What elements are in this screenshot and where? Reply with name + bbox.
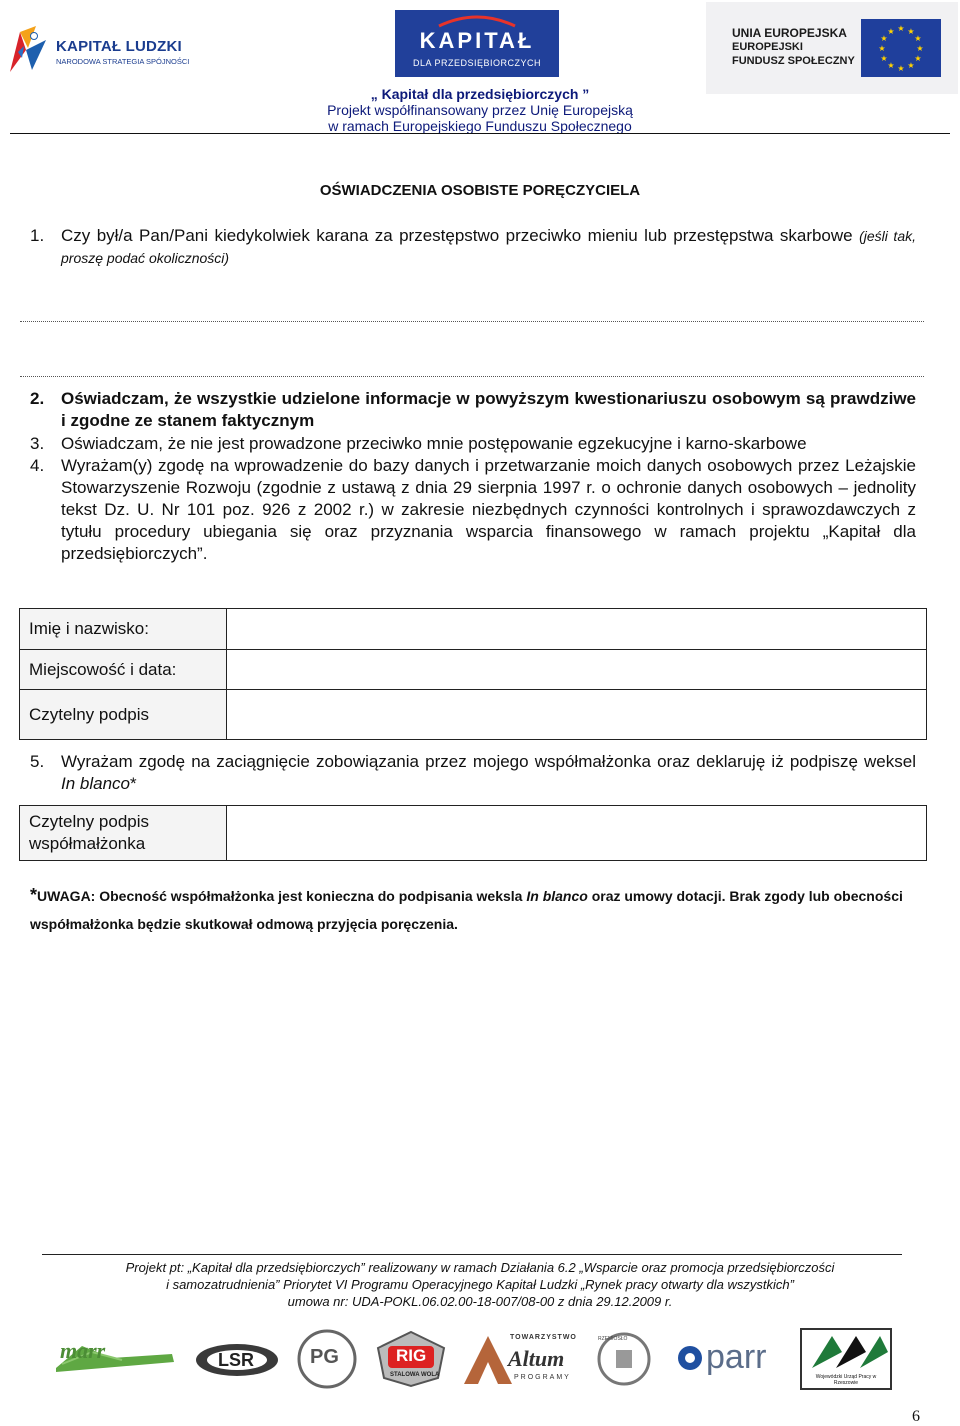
note-asterisk: * [30, 885, 38, 905]
spouse-signature-field[interactable] [227, 806, 927, 861]
footer-line-1: Projekt pt: „Kapitał dla przedsiębiorczych” realizowany w ramach Działania 6.2 „Wsparcie oraz promocja przedsiębiorczości [125, 1260, 835, 1275]
note-rest: oraz umowy dotacji. Brak zgody lub obecności współmałżonka będzie skutkował odmową przyjęcia poręczenia. [30, 888, 903, 932]
altum-subtext: PROGRAMY [514, 1374, 571, 1381]
statement-1-number: 1. [30, 226, 45, 245]
footer-divider [42, 1254, 902, 1255]
kapital-logo-subtitle: DLA PRZEDSIĘBIORCZYCH [412, 58, 542, 68]
eu-logo [706, 2, 958, 94]
kapital-dla-przedsiebiorczych-logo [395, 10, 559, 77]
marr-text: marr [60, 1338, 106, 1363]
statement-5-number: 5. [30, 752, 45, 771]
svg-text:★: ★ [887, 27, 895, 36]
header-project-info [0, 86, 960, 134]
wup-arrows-icon [802, 1330, 890, 1374]
statement-3-text: Oświadczam, że nie jest prowadzone przeciwko mnie postępowanie egzekucyjne i karno-skarbowe [61, 434, 807, 453]
statement-2-text: Oświadczam, że wszystkie udzielone informacje w powyższym kwestionariuszu osobowym są prawdziwe i zgodne ze stanem faktycznym [61, 389, 916, 430]
spouse-form-table [19, 805, 927, 861]
signature-field[interactable] [227, 690, 927, 740]
altum-text: Altum [508, 1346, 565, 1371]
statement-2 [30, 388, 916, 432]
svg-text:★: ★ [897, 64, 905, 73]
altum-logo [462, 1328, 577, 1390]
eu-line-3: FUNDUSZ SPOŁECZNY [732, 55, 855, 67]
kapital-logo-title: KAPITAŁ [419, 28, 535, 53]
statement-2-number: 2. [30, 389, 45, 408]
lsr-text: LSR [218, 1350, 254, 1370]
spouse-signature-label-line-1: Czytelny podpis [29, 812, 150, 831]
statement-4-number: 4. [30, 456, 45, 475]
statement-5-italic: In blanco [61, 774, 130, 793]
wup-logo [800, 1328, 892, 1390]
marr-logo [52, 1328, 180, 1390]
svg-text:★: ★ [887, 61, 895, 70]
personal-form-table [19, 608, 927, 740]
statement-4-text: Wyrażam(y) zgodę na wprowadzenie do bazy danych i przetwarzanie moich danych osobowych przez Leżajskie Stowarzyszenie Rozwoju (zgodnie z ustawą z dnia 29 sierpnia 1997 r. o ochronie danych osobowych – jednolity tekst Dz. U. Nr 101 poz. 926 z 2002 r.) w zakresie niezbędnych czynności kontrolnych i sprawozdawczych z tytułu procedury ubiegania się oraz przyznania wsparcia finansowego w ramach projektu „Kapitał dla przedsiębiorczych”. [61, 456, 916, 563]
name-label: Imię i nazwisko: [20, 609, 227, 650]
note-lead: UWAGA: Obecność współmałżonka jest konieczna do podpisania weksla [37, 888, 523, 904]
kapital-ludzki-logo [6, 20, 196, 80]
eu-flag-icon [861, 19, 941, 77]
kapital-ludzki-title: KAPITAŁ LUDZKI [56, 38, 182, 55]
altum-top-text: TOWARZYSTWO [510, 1334, 577, 1341]
place-date-label: Miejscowość i data: [20, 650, 227, 690]
name-field[interactable] [227, 609, 927, 650]
signature-label: Czytelny podpis [20, 690, 227, 740]
rig-logo [374, 1328, 448, 1390]
wup-text: Wojewódzki Urząd Pracy w Rzeszowie [815, 1374, 877, 1386]
svg-text:★: ★ [907, 27, 915, 36]
note-italic: In blanco [526, 888, 588, 904]
eu-line-2: EUROPEJSKI [732, 41, 803, 53]
spouse-signature-label [20, 806, 227, 861]
lsr-logo [194, 1328, 280, 1390]
rig-subtext: STALOWA WOLA [390, 1372, 440, 1378]
warning-note [30, 881, 920, 938]
svg-text:★: ★ [880, 34, 888, 43]
spouse-signature-label-line-2: współmałżonka [29, 834, 146, 853]
document-title: OŚWIADCZENIA OSOBISTE PORĘCZYCIELA [319, 182, 641, 199]
page-number: 6 [912, 1408, 920, 1425]
statement-5-text: Wyrażam zgodę na zaciągnięcie zobowiązania przez mojego współmałżonka oraz deklaruję iż podpiszę weksel [61, 752, 916, 771]
eu-line-1: UNIA EUROPEJSKA [732, 26, 847, 40]
svg-text:★: ★ [880, 54, 888, 63]
pg-text: PG [310, 1346, 339, 1368]
pg-logo [296, 1328, 358, 1390]
place-date-field[interactable] [227, 650, 927, 690]
parr-mark-icon [674, 1328, 706, 1390]
statement-5 [30, 751, 916, 795]
statement-1 [30, 225, 916, 269]
svg-text:★: ★ [916, 44, 924, 53]
footer-line-2: i samozatrudnienia” Priorytet VI Programu Operacyjnego Kapitał Ludzki „Rynek pracy otwarty dla wszystkich” [166, 1277, 794, 1292]
kapital-ludzki-subtitle: NARODOWA STRATEGIA SPÓJNOŚCI [56, 57, 190, 66]
svg-text:★: ★ [914, 34, 922, 43]
svg-text:★: ★ [878, 44, 886, 53]
answer-line-1[interactable] [20, 321, 924, 322]
arc-icon [437, 14, 517, 28]
svg-text:★: ★ [914, 54, 922, 63]
answer-line-2[interactable] [20, 376, 924, 377]
header-fund: w ramach Europejskiego Funduszu Społecznego [328, 118, 632, 134]
statement-1-hint: (jeśli tak, proszę podać okoliczności) [61, 228, 916, 266]
footer-text [0, 1259, 960, 1310]
statement-1-text: Czy był/a Pan/Pani kiedykolwiek karana za przestępstwo przeciwko mieniu lub przestępstwa skarbowe [61, 226, 853, 245]
header-divider [10, 133, 950, 134]
header-project-name: „ Kapitał dla przedsiębiorczych ” [370, 86, 590, 102]
statement-4 [30, 455, 916, 565]
header-cofinanced: Projekt współfinansowany przez Unię Europejską [327, 102, 633, 118]
rzemioslo-text: RZEMIOSŁO [598, 1336, 628, 1342]
kapital-ludzki-emblem-icon [6, 22, 50, 78]
statement-3-number: 3. [30, 434, 45, 453]
svg-text:★: ★ [907, 61, 915, 70]
rzemioslo-logo [596, 1328, 652, 1390]
footer-line-3: umowa nr: UDA-POKL.06.02.00-18-007/08-00 z dnia 29.12.2009 r. [287, 1294, 673, 1309]
parr-text: parr [706, 1338, 767, 1376]
svg-text:★: ★ [897, 24, 905, 33]
parr-logo [674, 1328, 786, 1390]
statement-5-asterisk: * [130, 774, 137, 793]
statement-3 [30, 433, 916, 455]
rig-text: RIG [396, 1346, 427, 1365]
